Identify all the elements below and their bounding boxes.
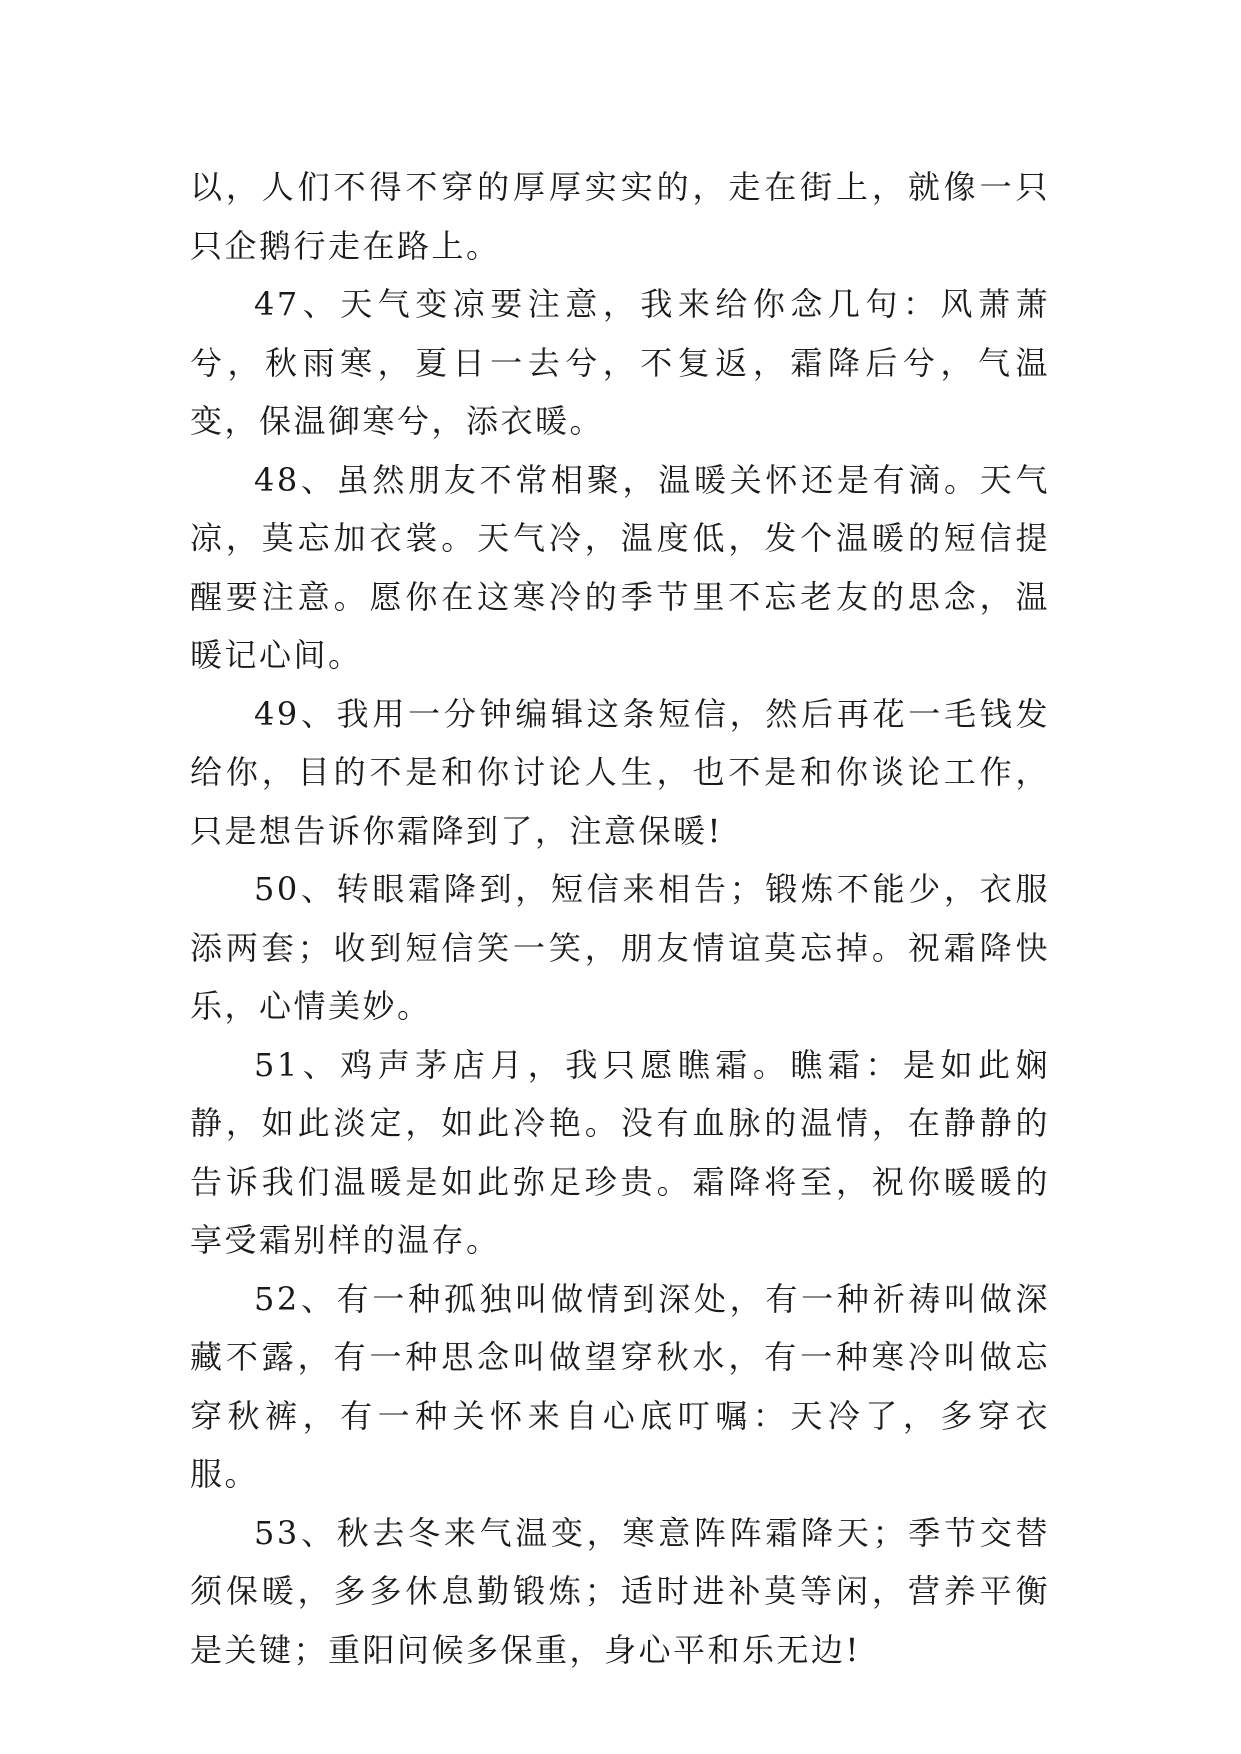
paragraph-47: 47、天气变凉要注意，我来给你念几句：风萧萧兮，秋雨寒，夏日一去兮，不复返，霜降后兮，气温变，保温御寒兮，添衣暖。 — [190, 285, 1050, 440]
paragraph-49: 49、我用一分钟编辑这条短信，然后再花一毛钱发给你，目的不是和你讨论人生，也不是和你谈论工作，只是想告诉你霜降到了，注意保暖! — [190, 694, 1050, 850]
document-page — [190, 158, 1050, 1679]
paragraph-50: 50、转眼霜降到，短信来相告；锻炼不能少，衣服添两套；收到短信笑一笑，朋友情谊莫忘掉。祝霜降快乐，心情美妙。 — [190, 870, 1050, 1025]
paragraph-continuation: 以，人们不得不穿的厚厚实实的，走在街上，就像一只只企鹅行走在路上。 — [190, 168, 1050, 265]
paragraph-48: 48、虽然朋友不常相聚，温暖关怀还是有滴。天气凉，莫忘加衣裳。天气冷，温度低，发个温暖的短信提醒要注意。愿你在这寒冷的季节里不忘老友的思念，温暖记心间。 — [190, 460, 1050, 674]
paragraph-52: 52、有一种孤独叫做情到深处，有一种祈祷叫做深藏不露，有一种思念叫做望穿秋水，有一种寒冷叫做忘穿秋裤，有一种关怀来自心底叮嘱：天冷了，多穿衣服。 — [190, 1279, 1050, 1493]
paragraph-51: 51、鸡声茅店月，我只愿瞧霜。瞧霜：是如此娴静，如此淡定，如此冷艳。没有血脉的温情，在静静的告诉我们温暖是如此弥足珍贵。霜降将至，祝你暖暖的享受霜别样的温存。 — [190, 1045, 1050, 1259]
paragraph-53: 53、秋去冬来气温变，寒意阵阵霜降天；季节交替须保暖，多多休息勤锻炼；适时进补莫等闲，营养平衡是关键；重阳问候多保重，身心平和乐无边! — [190, 1513, 1050, 1669]
